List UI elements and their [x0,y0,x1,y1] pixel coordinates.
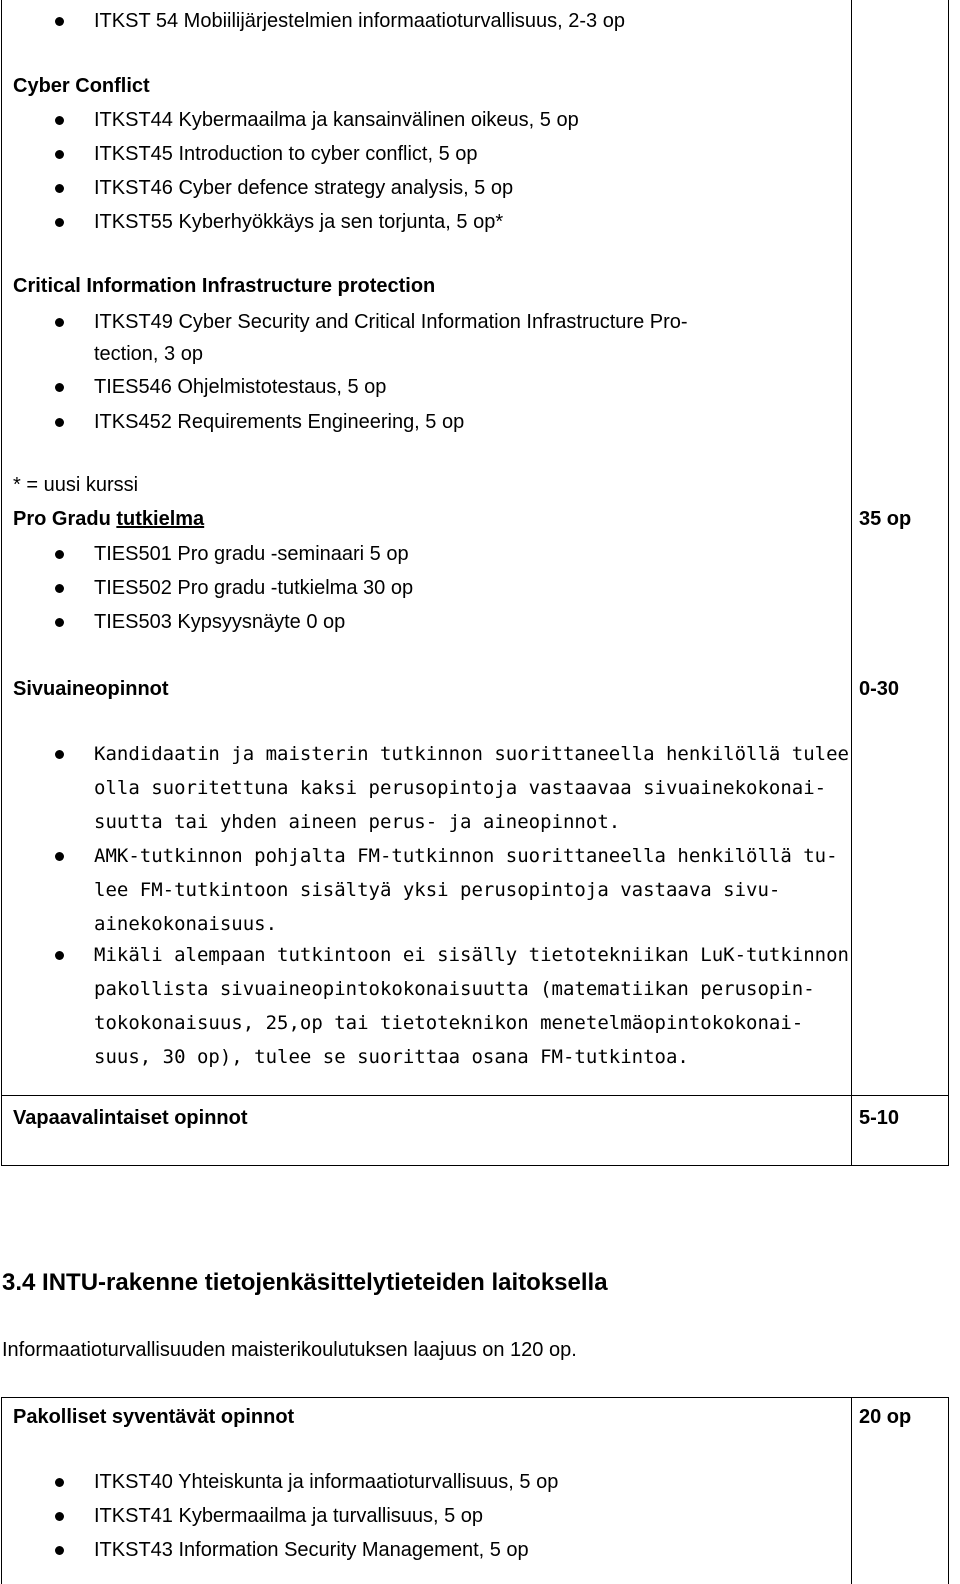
course-item-continuation: tection, 3 op [94,343,203,365]
bullet-icon [55,218,64,227]
bullet-icon [55,852,64,861]
bullet-icon [55,750,64,759]
course-item: ITKST44 Kybermaailma ja kansainvälinen oikeus, 5 op [94,109,579,131]
table1-column-divider [851,0,852,1166]
credits-value: 20 op [859,1406,912,1428]
bullet-icon [55,17,64,26]
section-title: 3.4 INTU-rakenne tietojenkäsittelytieteiden laitoksella [2,1269,608,1296]
table1-left-border [1,0,2,1166]
heading-part: Pro Gradu [13,508,117,530]
paragraph-line: olla suoritettuna kaksi perusopintoja vastaavaa sivuainekokonai- [94,777,827,799]
table1-right-border [948,0,949,1166]
paragraph-line: ainekokonaisuus. [94,913,278,935]
bullet-icon [55,584,64,593]
bullet-icon [55,383,64,392]
paragraph-line: pakollista sivuaineopintokokonaisuutta (matematiikan perusopin- [94,978,815,1000]
paragraph-line: AMK-tutkinnon pohjalta FM-tutkinnon suorittaneella henkilöllä tu- [94,845,838,867]
course-item: TIES546 Ohjelmistotestaus, 5 op [94,376,387,398]
section-intro: Informaatioturvallisuuden maisterikoulutuksen laajuus on 120 op. [2,1339,577,1361]
bullet-icon [55,618,64,627]
bullet-icon [55,318,64,327]
bullet-icon [55,550,64,559]
paragraph-line: lee FM-tutkintoon sisältyä yksi perusopintoja vastaava sivu- [94,879,781,901]
course-item: ITKST45 Introduction to cyber conflict, 5 op [94,143,478,165]
credits-value: 5-10 [859,1107,900,1129]
table2-top-border [1,1397,949,1398]
table2-left-border [1,1397,2,1584]
course-item: ITKST41 Kybermaailma ja turvallisuus, 5 op [94,1505,484,1527]
credits-value: 35 op [859,508,912,530]
paragraph-line: Mikäli alempaan tutkintoon ei sisälly tietotekniikan LuK-tutkinnon [94,944,849,966]
group-heading: Vapaavalintaiset opinnot [13,1107,248,1129]
bullet-icon [55,150,64,159]
course-item: ITKST43 Information Security Management, 5 op [94,1539,529,1561]
group-heading [13,503,204,536]
course-item: ITKST49 Cyber Security and Critical Information Infrastructure Pro- [94,311,688,333]
bullet-icon [55,184,64,193]
course-item: TIES502 Pro gradu -tutkielma 30 op [94,577,414,599]
table1-bottom-border [1,1165,949,1166]
heading-part-underlined: tutkielma [116,508,205,530]
bullet-icon [55,951,64,960]
bullet-icon [55,1546,64,1555]
group-heading: Sivuaineopinnot [13,678,169,700]
credits-value: 0-30 [859,678,900,700]
table2-column-divider [851,1397,852,1584]
table1-row-divider [1,1095,949,1096]
course-item: ITKS452 Requirements Engineering, 5 op [94,411,465,433]
paragraph-line: tokokonaisuus, 25,op tai tietoteknikon menetelmäopintokokonai- [94,1012,804,1034]
course-item: ITKST40 Yhteiskunta ja informaatioturvallisuus, 5 op [94,1471,559,1493]
course-item: ITKST46 Cyber defence strategy analysis, 5 op [94,177,514,199]
group-heading: Pakolliset syventävät opinnot [13,1406,295,1428]
table2-right-border [948,1397,949,1584]
bullet-icon [55,1478,64,1487]
paragraph-line: suutta tai yhden aineen perus- ja aineopinnot. [94,811,621,833]
group-heading: Critical Information Infrastructure protection [13,275,436,297]
bullet-icon [55,1512,64,1521]
bullet-icon [55,418,64,427]
course-item: TIES503 Kypsyysnäyte 0 op [94,611,346,633]
paragraph-line: Kandidaatin ja maisterin tutkinnon suorittaneella henkilöllä tulee [94,743,849,765]
paragraph-line: suus, 30 op), tulee se suorittaa osana FM-tutkintoa. [94,1046,689,1068]
course-item: TIES501 Pro gradu -seminaari 5 op [94,543,409,565]
course-item: ITKST 54 Mobiilijärjestelmien informaatioturvallisuus, 2-3 op [94,10,625,32]
bullet-icon [55,116,64,125]
group-heading: Cyber Conflict [13,75,150,97]
course-item: ITKST55 Kyberhyökkäys ja sen torjunta, 5 op* [94,211,504,233]
new-course-note: * = uusi kurssi [13,474,139,496]
